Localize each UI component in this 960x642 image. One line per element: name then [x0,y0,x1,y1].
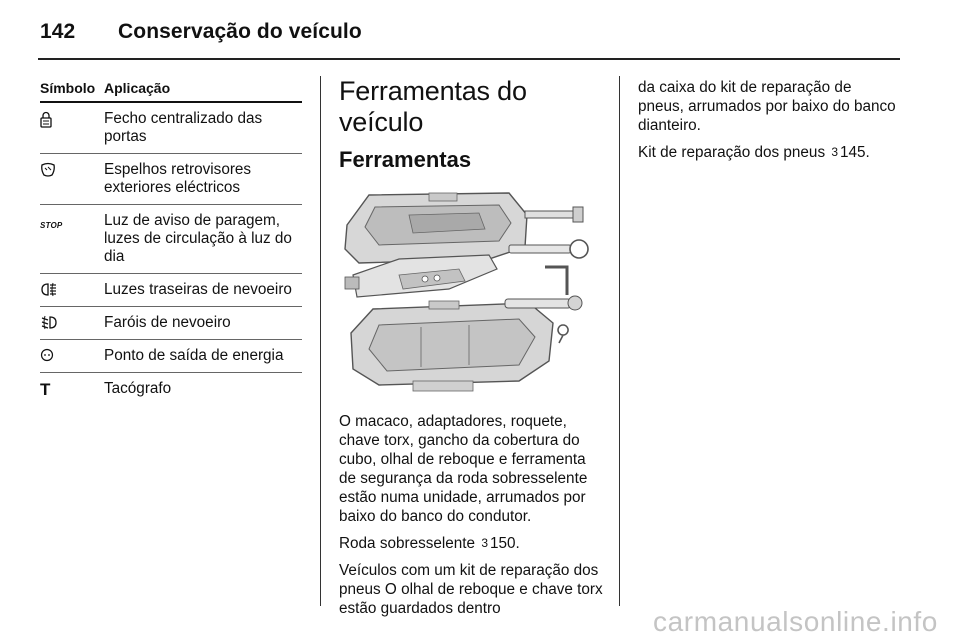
page-number: 142 [40,20,76,43]
table-row [40,274,302,307]
power-outlet-icon [40,348,54,362]
watermark: carmanualsonline.info [653,606,938,637]
front-fog-light-icon [40,315,58,330]
central-locking-icon [40,111,52,128]
application-text: Faróis de nevoeiro [104,314,231,331]
tyre-kit-note: Veículos com um kit de reparação dos pneus O olhal de reboque e chave torx estão guardados dentro [339,562,603,617]
tools-description: O macaco, adaptadores, roquete, chave torx, gancho da cobertura do cubo, olhal de reboque e ferramenta de segurança da roda sobresselente estão numa unidade, arrumados por baixo do banco do condutor. [339,413,588,525]
application-text: Luzes traseiras de nevoeiro [104,281,292,298]
table-row [40,154,302,205]
spare-wheel-page-link[interactable]: 150. [490,535,520,552]
right-column [638,78,900,170]
reference-arrow-icon: 3 [831,145,839,159]
stop-text-icon: STOP [40,221,63,230]
middle-column [339,76,603,626]
column-divider-left [320,76,321,606]
column-header-application: Aplicação [104,80,171,96]
table-row [40,205,302,274]
tachograph-icon: T [40,380,51,399]
exterior-mirror-icon [40,162,56,177]
spare-wheel-reference: Roda sobresselente 3 150. [339,535,520,552]
application-text: Espelhos retrovisores exteriores eléctricos [104,161,252,196]
tyre-kit-page-link[interactable]: 145. [840,144,870,161]
rear-fog-light-icon [40,282,58,297]
chapter-title: Conservação do veículo [118,20,362,43]
section-title: Ferramentas do veículo [339,76,527,137]
symbol-table [40,80,302,405]
application-text: Ponto de saída de energia [104,347,284,364]
column-header-symbol: Símbolo [40,80,96,96]
reference-arrow-icon: 3 [481,536,488,550]
column-divider-right [619,76,620,606]
table-row [40,373,302,405]
table-header [40,80,302,103]
application-text: Fecho centralizado das portas [104,110,263,145]
tyre-kit-reference: Kit de reparação dos pneus 3 145. [638,144,870,161]
header-rule [38,58,900,60]
application-text: Tacógrafo [104,380,172,397]
table-row [40,307,302,340]
application-text: Luz de aviso de paragem, luzes de circulação à luz do dia [104,212,292,265]
tyre-kit-continued: da caixa do kit de reparação de pneus, arrumados por baixo do banco dianteiro. [638,79,896,134]
page-header [40,20,362,44]
subsection-title: Ferramentas [339,147,472,172]
table-row [40,103,302,154]
vehicle-tools-illustration [339,185,603,395]
table-row [40,340,302,373]
